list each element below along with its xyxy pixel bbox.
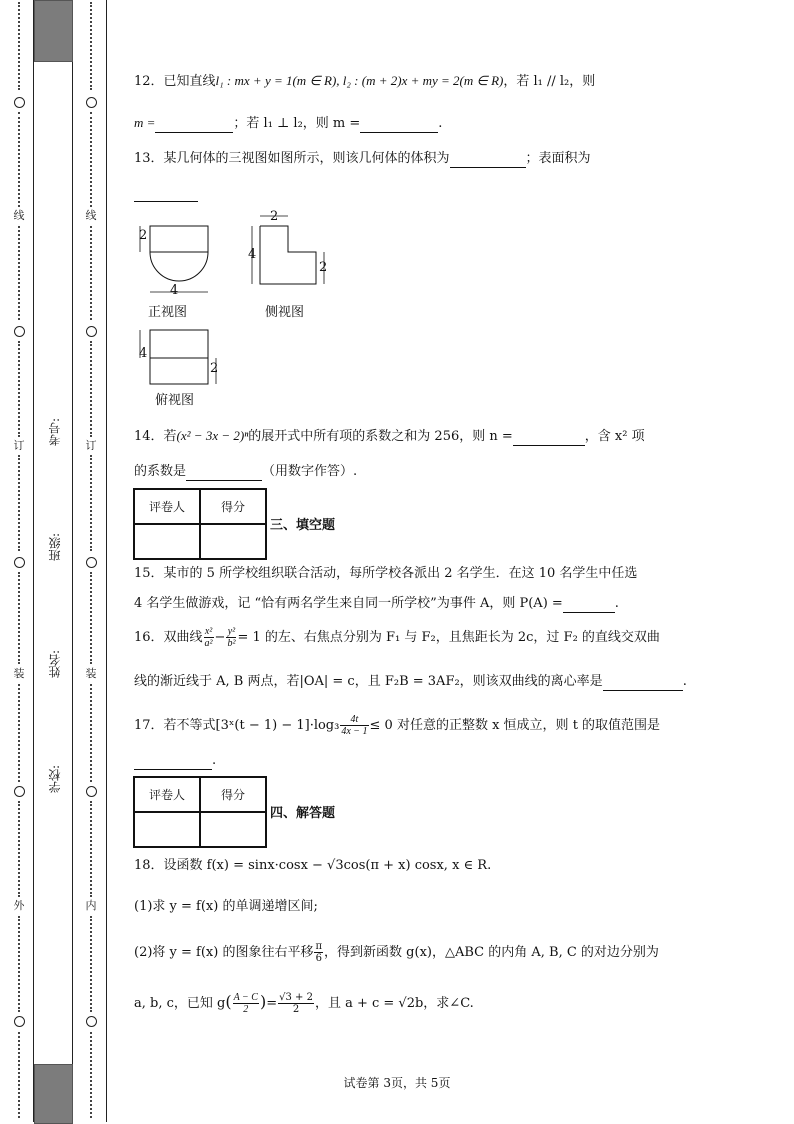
circle-mark xyxy=(14,786,25,797)
answer-blank xyxy=(134,187,198,202)
circle-mark xyxy=(14,1016,25,1027)
binding-char-inner: 内 xyxy=(85,899,97,912)
binding-char-order: 订 xyxy=(13,439,25,452)
dotted-line xyxy=(18,801,24,897)
question-14-line-2: 的系数是 （用数字作答）. xyxy=(134,464,358,479)
dim-label: 2 xyxy=(139,228,148,243)
margin-line xyxy=(72,0,73,1122)
question-15-line-2: 4 名学生做游戏，记 “恰有两名学生来自同一所学校”为事件 A，则 P(A) = . xyxy=(134,596,619,611)
binding-char-bind: 装 xyxy=(13,667,25,680)
dotted-line xyxy=(90,341,96,437)
dotted-line xyxy=(90,112,96,207)
name-label: 姓名: xyxy=(48,650,62,679)
fraction: $\frac{\text{x²}}{\text{a²}}$ xyxy=(204,626,213,649)
margin-gray-block xyxy=(34,1064,73,1124)
circle-mark xyxy=(14,326,25,337)
question-17-line-2: . xyxy=(134,752,216,770)
exam-number-label: 考号: xyxy=(48,418,62,447)
reviewer-header: 评卷人 xyxy=(134,777,200,812)
dotted-line xyxy=(18,455,24,551)
dotted-line xyxy=(90,455,96,551)
answer-blank xyxy=(186,466,262,481)
dotted-line xyxy=(90,801,96,897)
question-13-line-2 xyxy=(134,184,198,202)
dotted-line xyxy=(18,916,24,1012)
binding-char-outer: 外 xyxy=(13,899,25,912)
front-view-caption: 正视图 xyxy=(148,305,188,320)
circle-mark xyxy=(86,97,97,108)
score-header: 得分 xyxy=(200,489,266,524)
page-footer: 试卷第 3页，共 5页 xyxy=(343,1076,451,1090)
question-18-line-4: a, b, c，已知 g( $\frac{A - C}{2}$ )= $\frac{√3 + 2}{2}$ ，且 a + c = √2b，求∠C. xyxy=(134,992,474,1015)
binding-char-line: 线 xyxy=(85,209,97,222)
dotted-line xyxy=(18,226,24,320)
class-label: 班级: xyxy=(48,533,62,562)
reviewer-cell xyxy=(134,524,200,559)
answer-blank xyxy=(134,755,212,770)
fraction: $\frac{\text{y²}}{\text{b²}}$ xyxy=(227,626,236,649)
circle-mark xyxy=(86,1016,97,1027)
margin-gray-block xyxy=(34,0,73,62)
grader-box xyxy=(133,776,267,848)
dim-label: 2 xyxy=(270,209,279,224)
top-view-caption: 俯视图 xyxy=(155,393,195,408)
dotted-line xyxy=(18,572,24,664)
dotted-line xyxy=(18,112,24,207)
fraction: $\frac{A - C}{2}$ xyxy=(233,992,258,1015)
question-14-line-1: 14．若(x² − 3x − 2)ⁿ的展开式中所有项的系数之和为 256，则 n = ，含 x² 项 xyxy=(134,428,645,444)
question-15-line-1: 15．某市的 5 所学校组织联合活动，每所学校各派出 2 名学生．在这 10 名学生中任选 xyxy=(134,566,638,581)
side-view xyxy=(244,208,344,308)
fraction: $\frac{√3 + 2}{2}$ xyxy=(279,992,313,1015)
fraction: $\frac{\pi}{6}$ xyxy=(315,941,323,964)
dim-label: 2 xyxy=(210,361,219,376)
dotted-line xyxy=(90,226,96,320)
dim-label: 4 xyxy=(139,346,148,361)
dotted-line xyxy=(18,2,24,90)
binding-char-bind: 装 xyxy=(85,667,97,680)
question-16-line-2: 线的渐近线于 A, B 两点，若|OA| = c，且 F₂B = 3AF₂，则该双曲线的离心率是 . xyxy=(134,674,687,689)
circle-mark xyxy=(86,326,97,337)
margin-line xyxy=(106,0,107,1122)
answer-blank xyxy=(360,118,438,133)
grader-box xyxy=(133,488,267,560)
top-view xyxy=(140,330,219,384)
question-13-line-1: 13．某几何体的三视图如图所示，则该几何体的体积为 ；表面积为 xyxy=(134,151,591,166)
question-18-line-3: (2)将 y = f(x) 的图象往右平移 $\frac{\pi}{6}$ ，得到新函数 g(x)，△ABC 的内角 A, B, C 的对边分别为 xyxy=(134,941,659,964)
circle-mark xyxy=(14,97,25,108)
binding-char-order: 订 xyxy=(85,439,97,452)
answer-blank xyxy=(603,676,683,691)
question-12-line-1: 12．已知直线l₁ : mx + y = 1(m ∈ R), l₂ : (m + 2)x + my = 2(m ∈ R)，若 l₁ // l₂，则 xyxy=(134,73,596,89)
binding-char-line: 线 xyxy=(13,209,25,222)
circle-mark xyxy=(86,786,97,797)
question-12-line-2: m = ；若 l₁ ⊥ l₂，则 m = . xyxy=(134,115,443,131)
reviewer-cell xyxy=(134,812,200,847)
answer-blank xyxy=(513,431,585,446)
score-header: 得分 xyxy=(200,777,266,812)
score-cell xyxy=(200,524,266,559)
question-18-line-2: (1)求 y = f(x) 的单调递增区间; xyxy=(134,899,318,914)
answer-blank xyxy=(155,118,233,133)
dotted-line xyxy=(90,684,96,782)
circle-mark xyxy=(86,557,97,568)
circle-mark xyxy=(14,557,25,568)
dotted-line xyxy=(18,341,24,437)
answer-blank xyxy=(563,598,615,613)
section-title-fill-blank: 三、填空题 xyxy=(270,518,336,533)
school-label: 学校: xyxy=(48,765,62,794)
reviewer-header: 评卷人 xyxy=(134,489,200,524)
paren-close: ) xyxy=(259,992,267,1011)
answer-blank xyxy=(450,153,526,168)
dotted-line xyxy=(90,2,96,90)
margin-line xyxy=(33,0,34,1122)
dotted-line xyxy=(90,916,96,1012)
dotted-line xyxy=(90,572,96,664)
dim-label: 4 xyxy=(248,247,257,262)
score-cell xyxy=(200,812,266,847)
dotted-line xyxy=(18,684,24,782)
question-16-line-1: 16．双曲线 $\frac{\text{x²}}{\text{a²}}$ − $\frac{\text{y²}}{\text{b²}}$ = 1 的左、右焦点分别为 F₁ 与 F₂，且焦距长为 2c，过 F₂ 的直线交双曲 xyxy=(134,626,660,649)
side-view-caption: 侧视图 xyxy=(265,305,305,320)
fraction: $\frac{4t}{4x - 1}$ xyxy=(341,714,368,737)
dim-label: 2 xyxy=(319,260,328,275)
question-17-line-1: 17．若不等式[3ˣ(t − 1) − 1]·log₃ $\frac{4t}{4x - 1}$ ≤ 0 对任意的正整数 x 恒成立，则 t 的取值范围是 xyxy=(134,714,661,737)
dim-label: 4 xyxy=(170,283,179,298)
question-18-line-1: 18．设函数 f(x) = sinx·cosx − √3cos(π + x) cosx, x ∈ R. xyxy=(134,858,492,873)
section-title-solution: 四、解答题 xyxy=(270,806,336,821)
paren-open: ( xyxy=(225,992,232,1011)
